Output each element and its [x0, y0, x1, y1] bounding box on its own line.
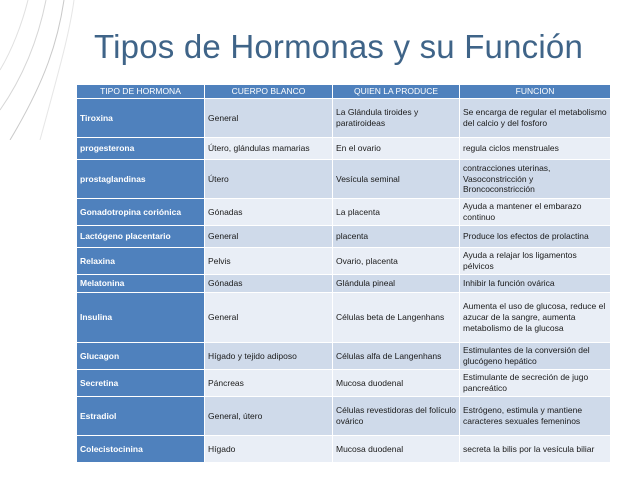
column-header-funcion: FUNCION — [460, 85, 611, 99]
column-header-cuerpo: CUERPO BLANCO — [205, 85, 333, 99]
target-cell: General — [205, 99, 333, 138]
target-cell: General, útero — [205, 397, 333, 436]
table-row — [77, 199, 611, 226]
hormone-name-cell: Secretina — [77, 370, 205, 397]
target-cell: Pelvis — [205, 248, 333, 275]
producer-cell: Células beta de Langenhans — [333, 293, 460, 343]
table-row — [77, 293, 611, 343]
target-cell: Gónadas — [205, 199, 333, 226]
producer-cell: Células revestidoras del folículo ovárico — [333, 397, 460, 436]
hormones-table — [76, 84, 611, 463]
producer-cell: placenta — [333, 226, 460, 248]
producer-cell: Glándula pineal — [333, 275, 460, 293]
table-row — [77, 138, 611, 160]
function-cell: contracciones uterinas, Vasoconstricción y Broncoconstricción — [460, 160, 611, 199]
table-row — [77, 397, 611, 436]
hormone-name-cell: Tiroxina — [77, 99, 205, 138]
slide-title: Tipos de Hormonas y su Función — [94, 28, 583, 65]
hormone-name-cell: prostaglandinas — [77, 160, 205, 199]
function-cell: Se encarga de regular el metabolismo del calcio y del fosforo — [460, 99, 611, 138]
table-row — [77, 160, 611, 199]
function-cell: Ayuda a relajar los ligamentos pélvicos — [460, 248, 611, 275]
table-row — [77, 226, 611, 248]
target-cell: Hígado — [205, 436, 333, 463]
target-cell: Hígado y tejido adiposo — [205, 343, 333, 370]
function-cell: Produce los efectos de prolactina — [460, 226, 611, 248]
producer-cell: Mucosa duodenal — [333, 436, 460, 463]
hormone-name-cell: Estradiol — [77, 397, 205, 436]
target-cell: General — [205, 226, 333, 248]
table-row — [77, 275, 611, 293]
column-header-tipo: TIPO DE HORMONA — [77, 85, 205, 99]
function-cell: Estimulantes de la conversión del glucógeno hepático — [460, 343, 611, 370]
function-cell: regula ciclos menstruales — [460, 138, 611, 160]
hormone-name-cell: Relaxina — [77, 248, 205, 275]
function-cell: Ayuda a mantener el embarazo continuo — [460, 199, 611, 226]
producer-cell: Mucosa duodenal — [333, 370, 460, 397]
target-cell: Útero, glándulas mamarias — [205, 138, 333, 160]
table-row — [77, 343, 611, 370]
target-cell: Útero — [205, 160, 333, 199]
table-row — [77, 99, 611, 138]
producer-cell: En el ovario — [333, 138, 460, 160]
hormone-name-cell: Lactógeno placentario — [77, 226, 205, 248]
table-row — [77, 248, 611, 275]
hormone-name-cell: Melatonina — [77, 275, 205, 293]
producer-cell: Ovario, placenta — [333, 248, 460, 275]
target-cell: Gónadas — [205, 275, 333, 293]
table-row — [77, 436, 611, 463]
hormone-name-cell: progesterona — [77, 138, 205, 160]
producer-cell: La Glándula tiroides y paratiroideas — [333, 99, 460, 138]
function-cell: Estrógeno, estimula y mantiene caracteres sexuales femeninos — [460, 397, 611, 436]
hormone-name-cell: Insulina — [77, 293, 205, 343]
function-cell: Aumenta el uso de glucosa, reduce el azucar de la sangre, aumenta metabolismo de la glucosa — [460, 293, 611, 343]
table-row — [77, 370, 611, 397]
target-cell: Páncreas — [205, 370, 333, 397]
function-cell: Inhibir la función ovárica — [460, 275, 611, 293]
function-cell: secreta la bilis por la vesícula biliar — [460, 436, 611, 463]
hormone-name-cell: Gonadotropina coriónica — [77, 199, 205, 226]
hormone-name-cell: Colecistocinina — [77, 436, 205, 463]
hormone-name-cell: Glucagon — [77, 343, 205, 370]
producer-cell: La placenta — [333, 199, 460, 226]
producer-cell: Vesícula seminal — [333, 160, 460, 199]
table-header-row — [77, 85, 611, 99]
column-header-productor: QUIEN LA PRODUCE — [333, 85, 460, 99]
target-cell: General — [205, 293, 333, 343]
function-cell: Estimulante de secreción de jugo pancreático — [460, 370, 611, 397]
producer-cell: Células alfa de Langenhans — [333, 343, 460, 370]
